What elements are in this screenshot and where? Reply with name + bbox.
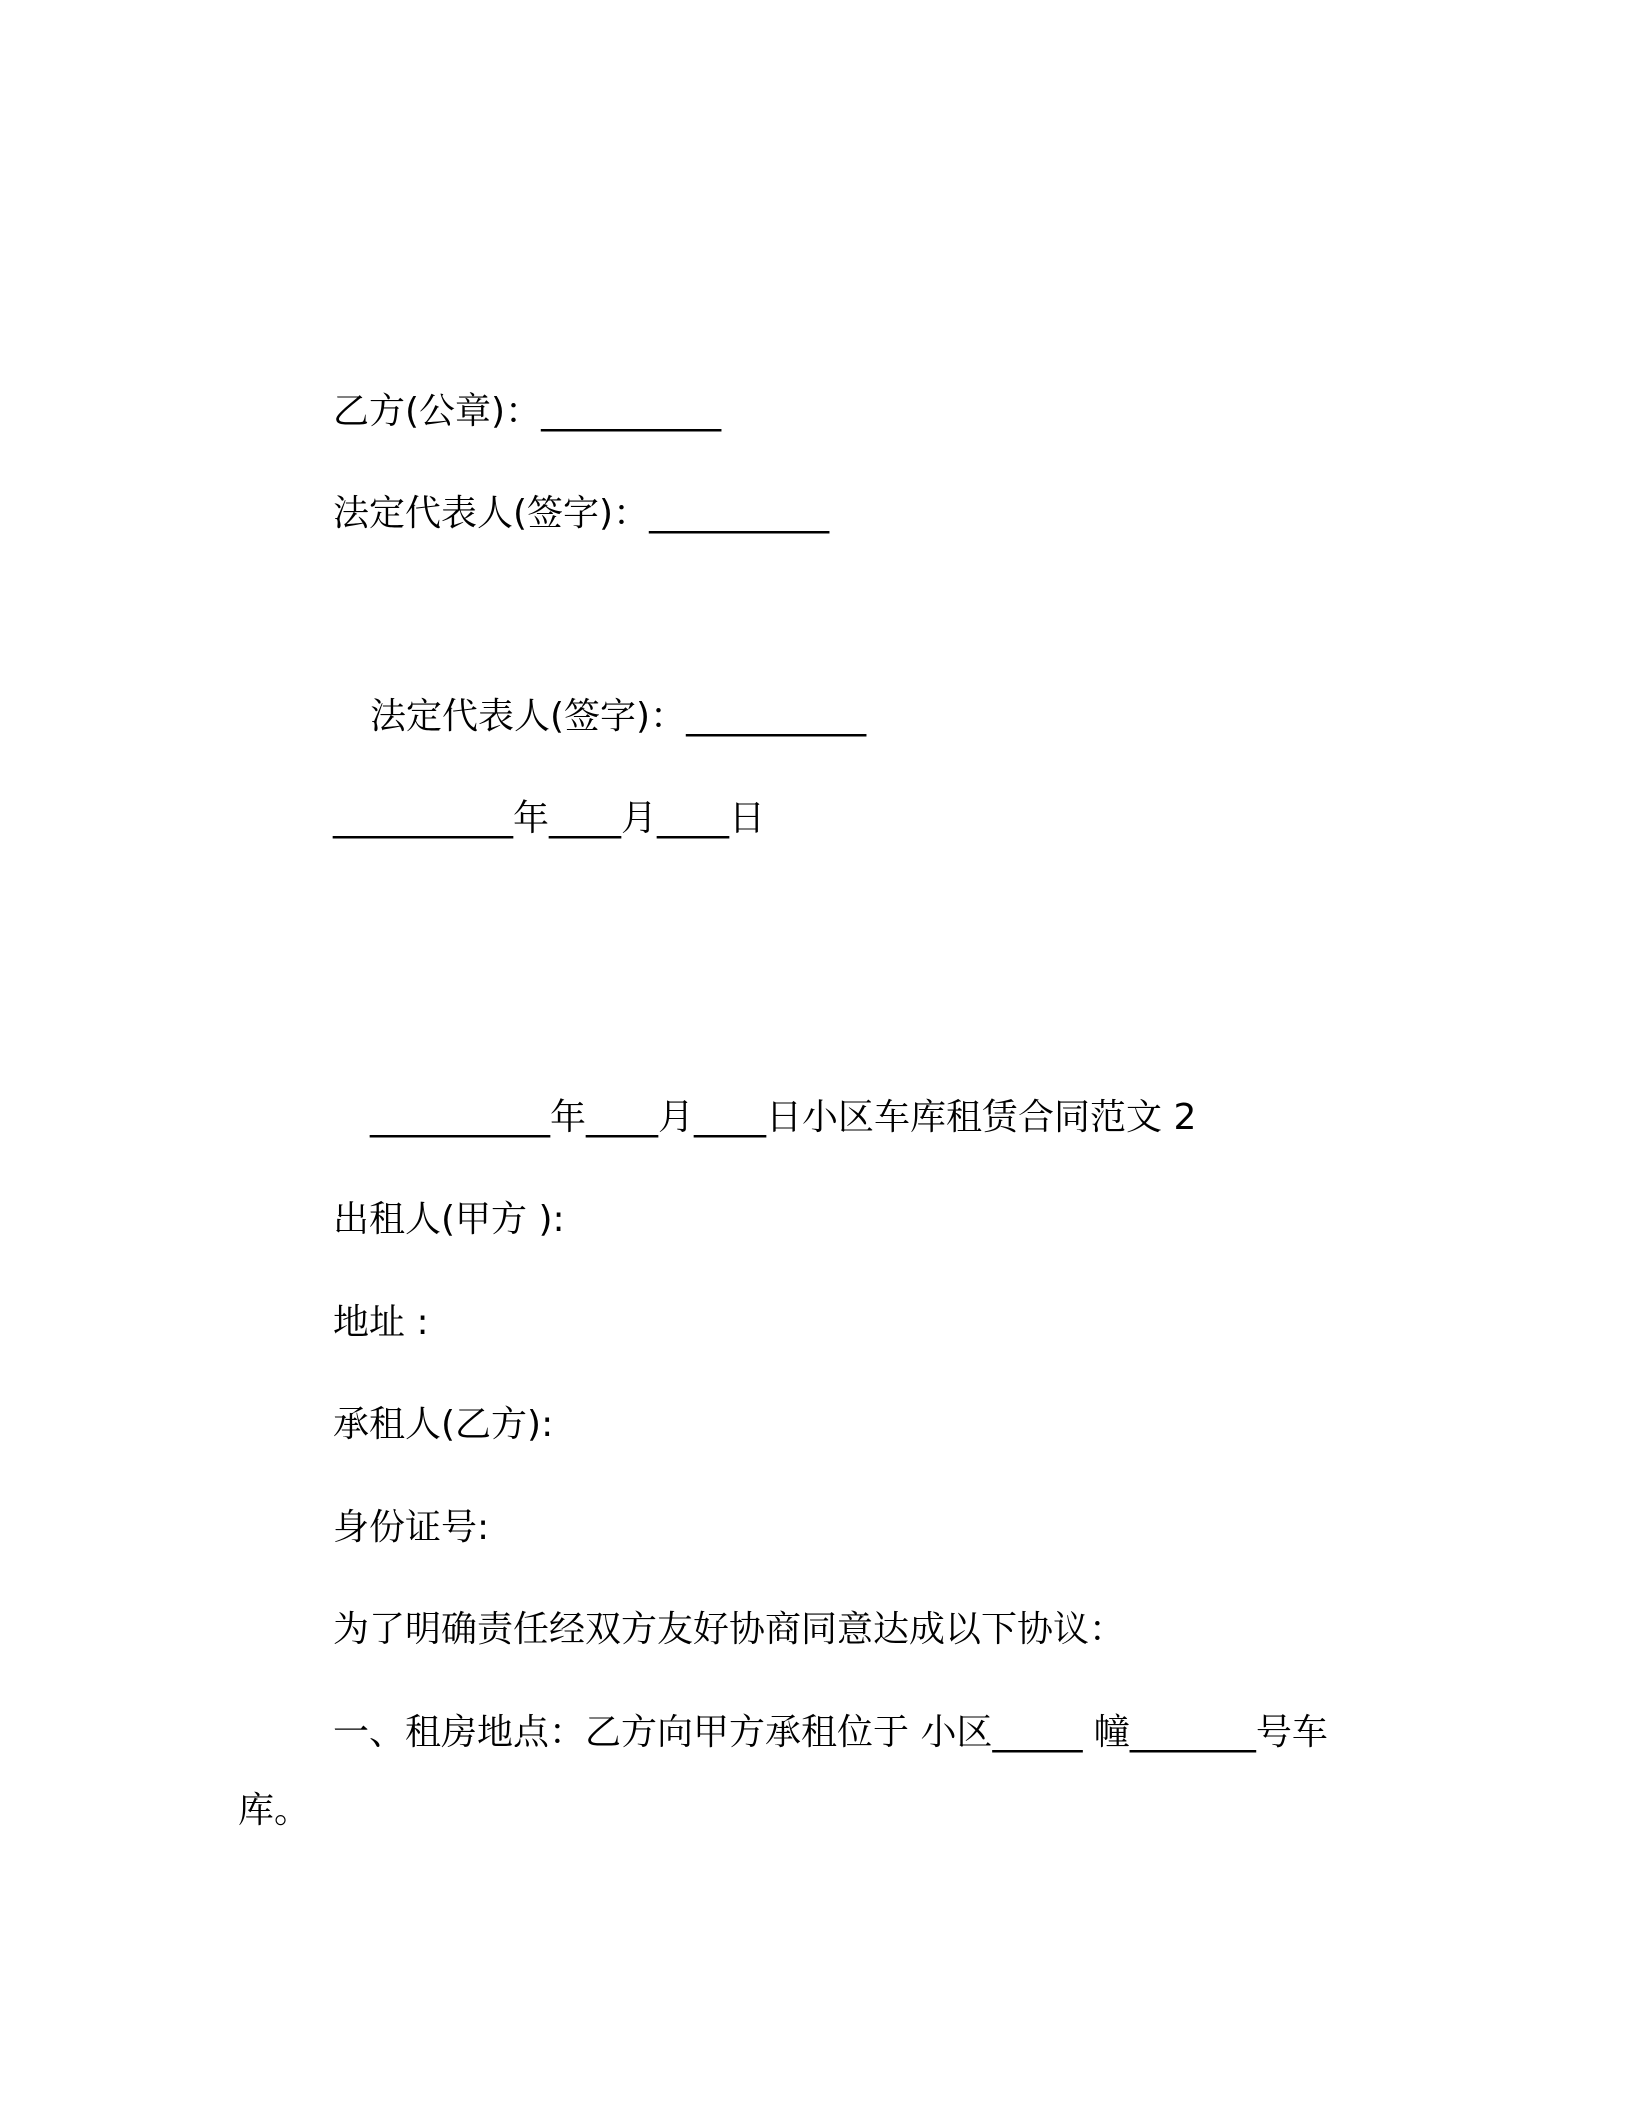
clause-1-location: 一、租房地点：乙方向甲方承租位于 小区_____ 幢_______号车 <box>333 1712 1328 1753</box>
date-line: __________年____月____日 <box>333 798 765 839</box>
lessor-field: 出租人(甲方 ): <box>333 1199 565 1240</box>
agreement-intro: 为了明确责任经双方友好协商同意达成以下协议： <box>333 1609 1126 1650</box>
contract-title: __________年____月____日小区车库租赁合同范文 2 <box>370 1097 1197 1138</box>
lessee-field: 承租人(乙方): <box>333 1404 554 1445</box>
party-b-seal-line: 乙方(公章)：__________ <box>333 391 722 432</box>
legal-representative-signature-line: 法定代表人(签字)：__________ <box>333 493 830 534</box>
id-number-field: 身份证号: <box>333 1507 490 1548</box>
clause-1-location-continued: 库。 <box>238 1790 311 1831</box>
legal-representative-signature-line: 法定代表人(签字)：__________ <box>370 696 867 737</box>
address-field: 地址 : <box>333 1302 429 1343</box>
